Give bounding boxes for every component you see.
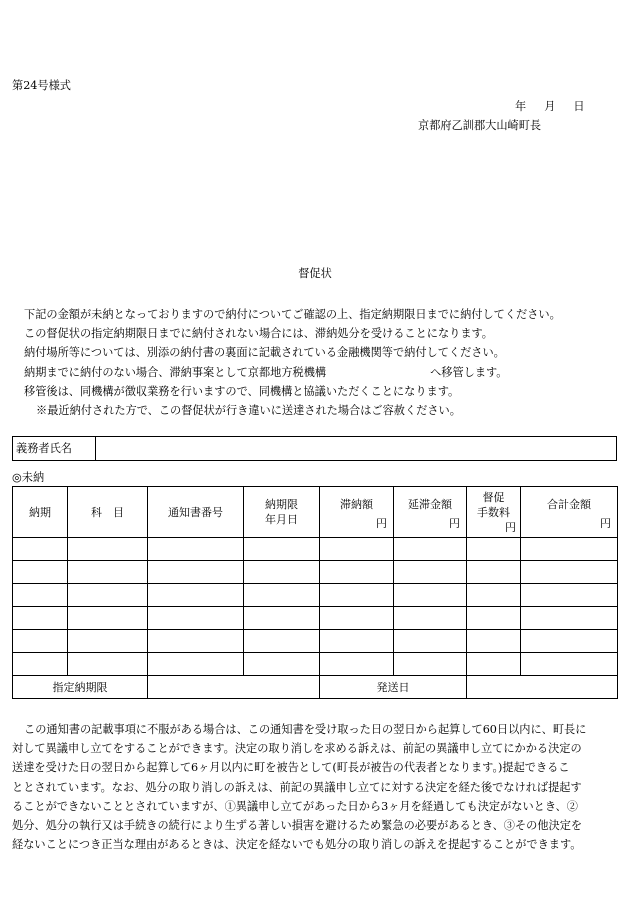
body-line [24, 363, 561, 382]
body-line: この督促状の指定納期限日までに納付されない場合には、滞納処分を受けることになります。 [24, 327, 493, 341]
header-late-fee: 延滞金額 円 [394, 487, 467, 538]
body-text [24, 305, 561, 420]
date-month: 月 [544, 100, 556, 113]
issuer-name: 京都府乙訓郡大山崎町長 [418, 119, 542, 132]
table-row [13, 630, 618, 653]
header-due-date: 納期限 年月日 [244, 487, 320, 538]
table-row [13, 607, 618, 630]
appeal-notice [12, 720, 620, 854]
unpaid-heading: ◎未納 [12, 471, 45, 484]
table-row [13, 561, 618, 584]
body-line-part: 納期までに納付のない場合、滞納事案として京都地方税機構 [24, 365, 327, 379]
table-row [13, 653, 618, 676]
arrears-table [12, 486, 618, 699]
header-fee: 督促 手数料 円 [467, 487, 521, 538]
form-number: 第24号様式 [12, 79, 71, 92]
header-arrears: 滞納額 円 [320, 487, 394, 538]
table-row [13, 584, 618, 607]
taxpayer-label: 義務者氏名 [13, 437, 96, 460]
header-item: 科 目 [68, 487, 148, 538]
document-title: 督促状 [298, 267, 332, 280]
taxpayer-name-field[interactable] [96, 437, 616, 460]
header-total: 合計金額 円 [521, 487, 618, 538]
appeal-line: 対して異議申し立てをすることができます。決定の取り消しを求める訴えは、前記の異議申し立てにかかる決定の [12, 742, 582, 756]
table-header-row [13, 487, 618, 538]
appeal-line: ととされています。なお、処分の取り消しの訴えは、前記の異議申し立てに対する決定を経た後でなければ提起す [12, 780, 582, 794]
designated-due-field[interactable] [148, 676, 320, 699]
designated-due-label: 指定納期限 [13, 676, 148, 699]
date-year: 年 [515, 100, 527, 113]
date-day: 日 [573, 100, 585, 113]
table-footer-row [13, 676, 618, 699]
appeal-line: 処分、処分の執行又は手続きの続行により生ずる著しい損害を避けるため緊急の必要があるとき、③その他決定を [12, 819, 583, 833]
body-line: 下記の金額が未納となっておりますので納付についてご確認の上、指定納期限日までに納付してください。 [24, 308, 561, 321]
appeal-line: 送達を受けた日の翌日から起算して6ヶ月以内に町を被告として(町長が被告の代表者となります。)提起できるこ [12, 761, 570, 775]
header-notice-number: 通知書番号 [148, 487, 244, 538]
body-line: 納付場所等については、別添の納付書の裏面に記載されている金融機関等で納付してください。 [24, 346, 505, 360]
appeal-line: 経ないことにつき正当な理由があるときは、決定を経ないでも処分の取り消しの訴えを提起することができます。 [12, 838, 582, 852]
body-note: ※最近納付された方で、この督促状が行き違いに送達された場合はご容赦ください。 [36, 404, 461, 418]
header-period: 納期 [13, 487, 68, 538]
table-row [13, 538, 618, 561]
appeal-line: ることができないこととされていますが、①異議申し立てがあった日から3ヶ月を経過しても決定がないとき、② [12, 799, 578, 813]
body-line-part: へ移管します。 [430, 365, 508, 379]
sent-date-label: 発送日 [320, 676, 467, 699]
taxpayer-box [12, 436, 617, 461]
sent-date-field[interactable] [467, 676, 618, 699]
date-line [515, 98, 585, 114]
body-line: 移管後は、同機構が徴収業務を行いますので、同機構と協議いただくことになります。 [24, 384, 460, 398]
appeal-line: この通知書の記載事項に不服がある場合は、この通知書を受け取った日の翌日から起算して60日以内に、町長に [24, 723, 587, 736]
